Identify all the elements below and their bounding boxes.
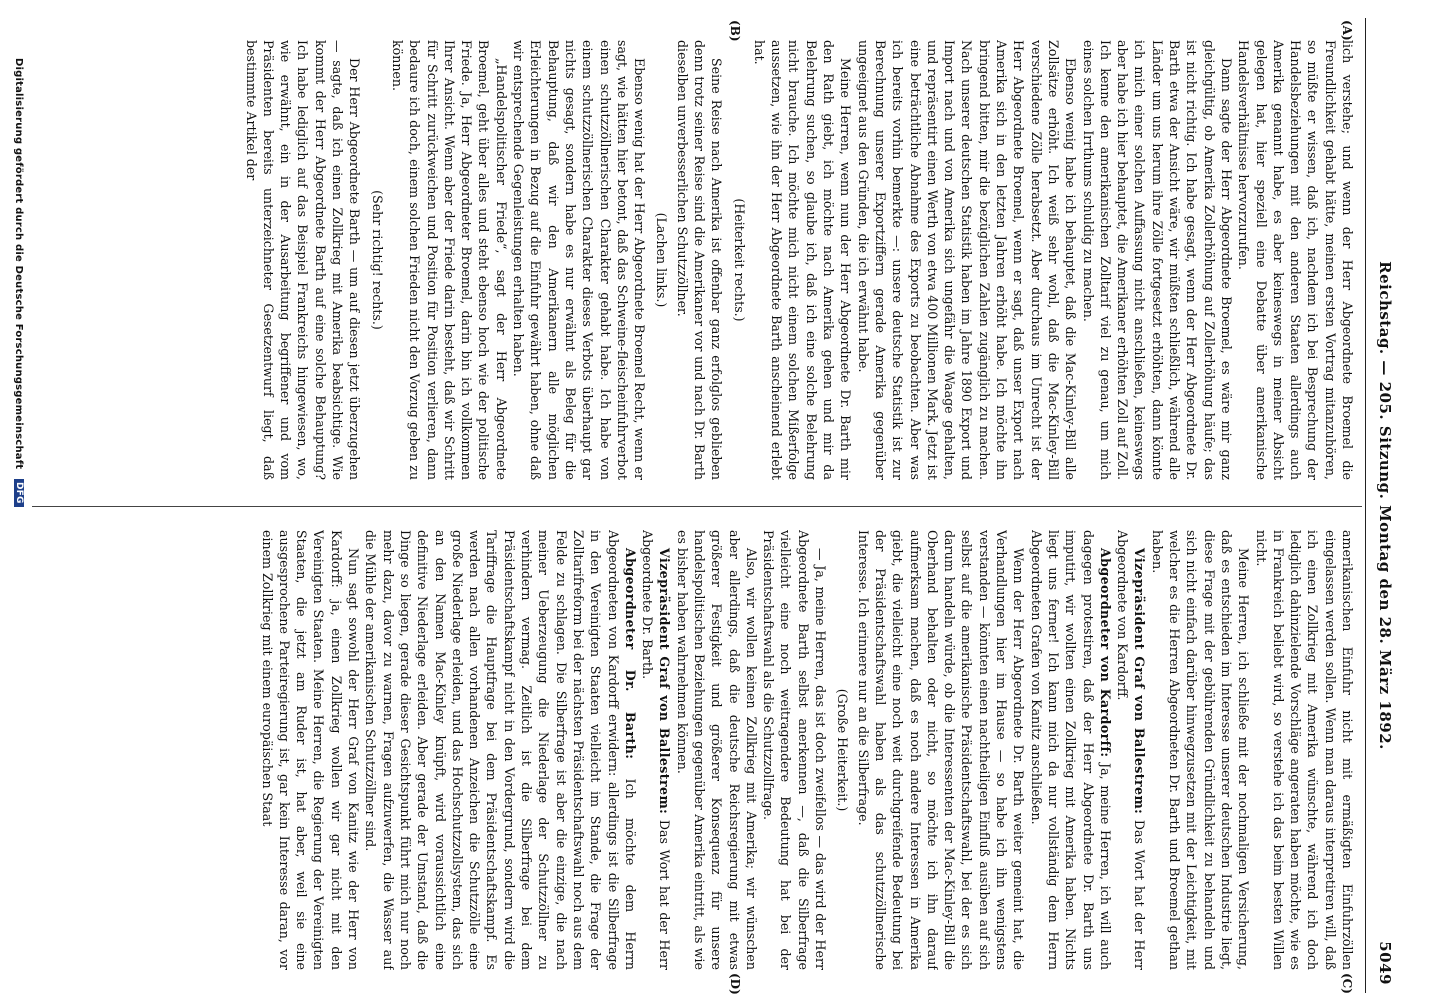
audience-reaction: (Lachen links.): [654, 212, 670, 308]
paragraph: Wenn der Herr Abgeordnete Dr. Barth weiter gemeint hat, die Verhandlungen hier im Hause — so habe ich ihn wenigstens verstanden — könnten einen nachtheiligen Einfluß ausüben auf sich selbst auf die amerikanische Präsidentschaftswahl, bei der es sich darum handeln würde, ob die Interessenten der Mac-Kinley-Bill die Oberhand behalten oder nicht, so möchte ich ihn darauf aufmerksam machen, daß es noch andere Interessen in Amerika giebt, die vielleicht eine noch weit durchgreifende Bedeutung bei der Präsidentschaftswahl haben als das schutzzöllnerische Interesse. Ich erinnere nur an die Silberfrage.: [855, 530, 1027, 970]
speaker-name: Abgeordneter Dr. Barth:: [622, 548, 638, 760]
paragraph: — Ja, meine Herren, das ist doch zweifellos — das wird der Herr Abgeordnete Barth selbst anerkennen —, daß die Silberfrage vielleicht eine noch weitragendere Bedeutung hat bei der Präsidentschaftswahl als die Schutzzollfrage.: [761, 530, 829, 970]
left-column: [36, 40, 1356, 480]
audience-reaction: (Heiterkeit rechts.): [731, 198, 747, 322]
paragraph: Meine Herren, wenn nun der Herr Abgeordnete Dr. Barth mir den Rath giebt, ich möchte nach Amerika gehen und mir da Belehrung suchen, so glaube ich, daß ich eine solche Belehrung nicht brauche. Ich möchte mich nicht einem solchen Mißerfolge aussetzen, wie ihn der Herr Abgeordnete Barth anscheinend erlebt hat.: [751, 40, 854, 480]
speaker-paragraph: [362, 530, 639, 970]
paragraph: Meine Herren, ich schließe mit der nochmaligen Versicherung, daß es entschieden im Interesse unserer deutschen Industrie liegt, diese Frage mit der gebührenden Gründlichkeit zu behandeln und sich nicht einfach darüber hinwegzusetzen mit der Leichtigkeit, mit welcher es die Herren Abgeordneten Dr. Barth und Broemel gethan haben.: [1149, 530, 1252, 970]
speaker-text: Ja, meine Herren, ich will auch dagegen protestiren, daß der Herr Abgeordnete Dr. Barth uns imputirt, wir wollten einen Zollkrieg mit Amerika haben. Nichts liegt uns ferner! Ich kann mich da nur vollständig dem Herrn Abgeordneten Grafen von Kanitz anschließen.: [1028, 530, 1113, 970]
footer-text: Digitalisierung gefördert durch die Deutsche Forschungsgemeinschaft: [13, 58, 24, 470]
scanned-page: [12, 18, 1402, 993]
header-rule: [1365, 18, 1366, 993]
speaker-name: Abgeordneter von Kardorff:: [1097, 548, 1113, 758]
column-divider: [32, 506, 1362, 507]
dfg-logo: DFG: [14, 479, 24, 507]
margin-marker-a: (A): [1340, 20, 1354, 41]
speaker-name: Vizepräsident Graf von Ballestrem:: [657, 548, 673, 815]
paragraph: lich verstehe; und wenn der Herr Abgeordnete Broemel die Freundlichkeit gehabt hätte, meinen ersten Vortrag mitanzuhören, so müßte er wissen, daß ich, nachdem ich bei Besprechung der Handelsbeziehungen mit den anderen Staaten allerdings auch Amerika genannt habe, es aber keineswegs in meiner Absicht gelegen hat, hier speziell eine Debatte über amerikanische Handelsverhältnisse hervorzurufen.: [1236, 40, 1355, 480]
paragraph: Also, wir wollen keinen Zollkrieg mit Amerika; wir wünschen aber allerdings, daß die deutsche Reichsregierung mit etwas größerer Festigkeit und größerer Konsequenz für unsere handelspolitischen Beziehungen gegenüber Amerika eintritt, als wie es bisher haben wahrnehmen können.: [674, 530, 759, 970]
audience-reaction: (Große Heiterkeit.): [835, 688, 851, 812]
speaker-text: Ich möchte dem Herrn Abgeordneten von Kardorff erwidern: allerdings ist die Silberfrage in den Vereinigten Staaten vielleicht im Stande, die Frage der Zolltarifreform bei der nächsten Präsidentschaftswahl noch aus dem Felde zu schlagen. Die Silberfrage ist aber die einzige, die nach meiner Ueberzeugung die Niederlage der Schutzzöllner zu verhindern vermag. Zeitlich ist die Silberfrage bei dem Präsidentschaftskampf nicht in den Vordergrund, sondern wird die Tariffrage die Hauptfrage bei dem Präsidentschaftskampf. Es werden nach allen vorhandenen Anzeichen die Schutzzölle eine große Niederlage erleiden, und das Hochschutzzollsystem, das sich an den Namen Mac-Kinley knüpft, wird voraussichtlich eine definitive Niederlage erleiden. Aber gerade der Umstand, daß die Dinge so liegen, gerade dieser Gesichtspunkt führt mich nur noch mehr dazu, davor zu warnen, Fragen aufzuwerfen, die Wasser auf die Mühle der amerikanischen Schutzzöllner sind.: [363, 530, 638, 970]
paragraph: „Handelspolitischer Friede“, sagt der Herr Abgeordnete Broemel, geht über alles und steht ebenso hoch wie der politische Friede. Ja, Herr Abgeordneter Broemel, darin bin ich vollkommen Ihrer Ansicht. Wenn aber der Friede darin besteht, daß wir Schritt für Schritt zurückweichen und Position für Position verlieren, dann bedaure ich doch, einem solchen Frieden nicht den Vorzug geben zu können.: [389, 40, 509, 480]
paragraph: Ebenso wenig hat der Herr Abgeordnete Broemel Recht, wenn er sagt, wie hätten hier betont, daß das Schweine-fleischeinfuhrverbot einen schutzzöllnerischen Charakter gehabt habe. Ich habe von einem schutzzöllnerischen Charakter dieses Verbots überhaupt gar nichts gesagt, sondern habe es nur erwähnt als Beleg für die Behauptung, daß wir den Amerikanern alle möglichen Erleichterungen in Bezug auf die Einfuhr gewährt haben, ohne daß wir entsprechende Gegenleistungen erhalten haben.: [511, 40, 648, 480]
paragraph: amerikanischen Einfuhr nicht mit ermäßigten Einfuhrzöllen eingelassen werden sollen. Wenn man daraus interpretiren will, daß ich einen Zollkrieg mit Amerika wünschte, während ich doch lediglich dahinzielende Vorschläge angeraten haben möchte, wie es in Frankreich beliebt wird, so verstehe ich das beim besten Willen nicht.: [1253, 530, 1355, 970]
page-title: Reichstag. — 205. Sitzung. Montag den 28. März 1892.: [1376, 261, 1394, 750]
speaker-text: Das Wort hat der Herr Abgeordnete von Kardorff.: [1115, 530, 1148, 970]
paragraph: Seine Reise nach Amerika ist offenbar ganz erfolglos geblieben denn trotz seiner Reise sind die Amerikaner vor und nach Dr. Barth dieselben unverbesserlichen Schutzzöllner.: [674, 40, 725, 480]
digitization-footer: [13, 58, 24, 958]
audience-reaction: (Sehr richtig! rechts.): [369, 190, 385, 330]
speaker-name: Vizepräsident Graf von Ballestrem:: [1132, 548, 1148, 815]
speaker-text: Das Wort hat der Herr Abgeordnete Dr. Barth.: [640, 530, 673, 970]
paragraph: Der Herr Abgeordnete Barth — um auf diesen jetzt überzugehen — sagte, daß ich einen Zollkrieg mit Amerika beabsichtige. Wie kommt der Herr Abgeordnete Barth auf eine solche Behauptung? Ich habe lediglich auf das Beispiel Frankreichs hingewiesen, wo, wie erwähnt, ein in der Ausarbeitung begriffener und vom Präsidenten bereits unterzeichneter Gesetzentwurf liegt, daß bestimmte Artikel der: [243, 40, 363, 480]
paragraph: Ebenso wenig habe ich behauptet, daß die Mac-Kinley-Bill alle Zollsätze erhöht. Ich weiß sehr wohl, daß die Mac-Kinley-Bill verschiedene Zölle herabsetzt. Aber durchaus im Unrecht ist der Herr Abgeordnete Broemel, wenn er sagt, daß unser Export nach Amerika sich in den letzten Jahren erhöht habe. Ich möchte ihn bringend bitten, mir die bezüglichen Zahlen zugänglich zu machen. Nach unserer deutschen Statistik haben im Jahre 1890 Export und Import nach und von Amerika sich ungefähr die Waage gehalten, und repräsentirt einen Werth von etwa 400 Millionen Mark. Jetzt ist eine beträchtliche Abnahme des Exports zu beobachten. Aber was ich bereits vorhin bemerkte —: unsere deutsche Statistik ist zur Berechnung unserer Exportziffern gerade Amerika gegenüber ungeeignet aus den Gründen, die ich erwähnt habe.: [855, 40, 1079, 480]
paragraph: Nun sagt sowohl der Herr Graf von Kanitz wie der Herr von Kardorff: ja, einen Zollkrieg wollen wir gar nicht mit den Vereinigten Staaten. Meine Herren, die Regierung der Vereinigten Staaten, die jetzt am Ruder ist, hat aber, weil sie eine ausgesprochene Parteiregierung ist, gar kein Interesse daran, vor einem Zollkrieg mit einem europäischen Staat: [259, 530, 362, 970]
margin-marker-b: (B): [728, 20, 742, 42]
margin-marker-c: (C): [1340, 973, 1354, 994]
speaker-paragraph: [1027, 530, 1113, 970]
paragraph: Dann sagte der Herr Abgeordnete Broemel, es wäre mir ganz gleichgültig, ob Amerika Zollerhöhung auf Zollerhöhung häufe; das ist nicht richtig. Ich habe gesagt, wenn der Herr Abgeordnete Dr. Barth etwa der Ansicht wäre, wir müßten schließlich, während alle Länder um uns herum ihre Zölle fortgesetzt erhöhten, dann könnte ich mich einer solchen Auffassung nicht anschließen, keineswegs aber habe ich hier behauptet, die Amerikaner erhöhten Zoll auf Zoll. Ich kenne den amerikanischen Zolltarif viel zu genau, um mich eines solchen Irrthums schuldig zu machen.: [1080, 40, 1234, 480]
speaker-paragraph: [639, 530, 674, 970]
page-number: 5049: [1376, 941, 1394, 985]
right-column: [36, 530, 1356, 970]
page-header: [1368, 18, 1402, 993]
margin-marker-d: (D): [728, 973, 742, 995]
speaker-paragraph: [1114, 530, 1149, 970]
